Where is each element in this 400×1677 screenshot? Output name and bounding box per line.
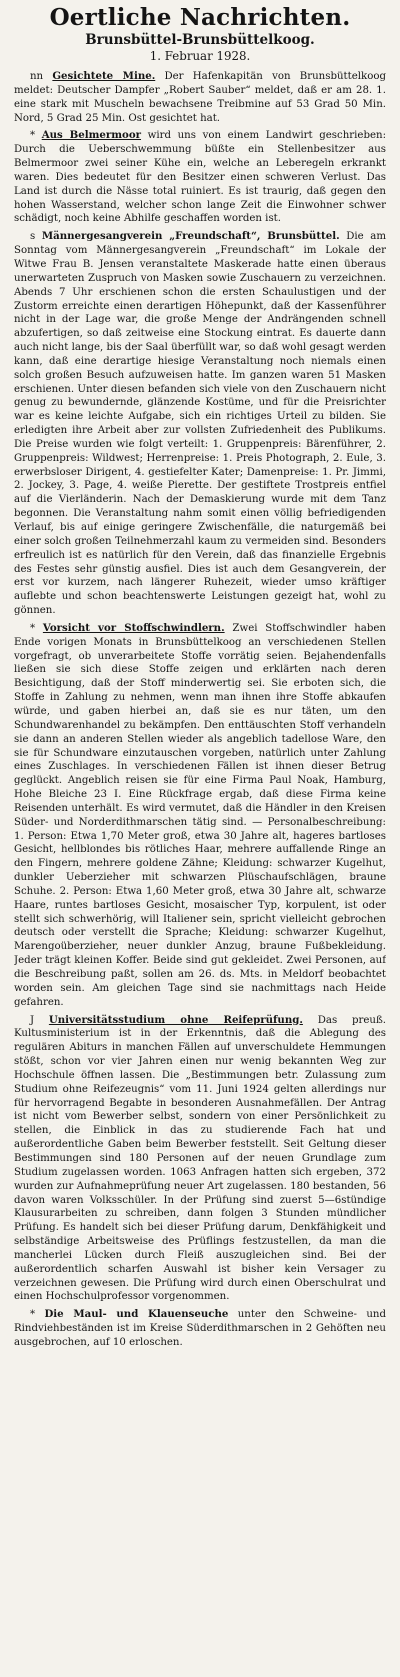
article-text: Der Hafenkapitän von Brunsbüttelkoog meldet: Deutscher Dampfer „Robert Sauber“ meldet, daß er am 28. 1. eine stark mit Muscheln bewachsene Treibmine auf 53 Grad 50 Min. Nord, 5 Grad 25 Min. Ost gesichtet hat.	[14, 71, 386, 124]
article-marker: nn	[30, 71, 44, 82]
article-mine	[14, 70, 386, 125]
article-marker: *	[30, 130, 36, 142]
newspaper-page	[14, 4, 386, 1669]
article-marker: s	[30, 231, 36, 243]
article-marker: *	[30, 1309, 36, 1321]
article-universitaet	[14, 1014, 386, 1305]
article-heading: Männergesangverein „Freundschaft“, Brunsbüttel.	[41, 230, 340, 243]
article-text: Zwei Stoffschwindler haben Ende vorigen Monats in Brunsbüttelkoog an verschiedenen Stellen vorgefragt, ob unverarbeitete Stoffe vorrätig seien. Bejahendenfalls ließen sie sich diese Stoffe zeigen und erklärten nach deren Besichtigung, daß der Stoff minderwertig sei. Sie erboten sich, die Stoffe in Zahlung zu nehmen, wenn man ihnen ihre Stoffe abkaufen würde, und gaben hierbei an, daß sie es nur täten, um den Schundwarenhandel zu bekämpfen. Den enttäuschten Stoff verhandeln sie dann an anderen Stellen wieder als angeblich tadellose Ware, den sie für Schundware einzutauschen vorgeben, natürlich unter Zahlung eines Zuschlages. In verschiedenen Fällen ist ihnen dieser Betrug geglückt. Angeblich reisen sie für eine Firma Paul Noak, Hamburg, Hohe Bleiche 23 I. Eine Rückfrage ergab, daß diese Firma keine Reisenden unterhält. Es wird vermutet, daß die Händler in den Kreisen Süder- und Norderdithmarschen tätig sind. — Personalbeschreibung: 1. Person: Etwa 1,70 Meter groß, etwa 30 Jahre alt, hageres bartloses Gesicht, hellblondes bis rötliches Haar, mehrere auffallende Ringe an den Fingern, mehrere goldene Zähne; Kleidung: schwarzer Kugelhut, dunkler Ueberzieher mit schwarzen Plüschaufschlägen, braune Schuhe. 2. Person: Etwa 1,60 Meter groß, etwa 30 Jahre alt, schwarze Haare, runtes bartloses Gesicht, mosaischer Typ, korpulent, ist oder stellt sich schwerhörig, will Italiener sein, spricht vielleicht gebrochen deutsch oder verstellt die Sprache; Kleidung: schwarzer Kugelhut, Marengoüberzieher, neuer dunkler Anzug, braune Fußbekleidung. Jeder trägt kleinen Koffer. Beide sind gut gekleidet. Zwei Personen, auf die Beschreibung paßt, sollen am 26. ds. Mts. in Meldorf beobachtet worden sein. Am gleichen Tage sind sie nachmittags nach Heide gefahren.	[14, 622, 386, 1008]
masthead	[14, 4, 386, 64]
article-marker: J	[30, 1014, 35, 1026]
article-heading: Vorsicht vor Stoffschwindlern.	[42, 621, 225, 634]
article-heading: Aus Belmermoor	[41, 129, 142, 142]
section-place: Brunsbüttel-Brunsbüttelkoog.	[85, 32, 315, 48]
article-text: Das preuß. Kultusministerium ist in der Erkenntnis, daß die Ablegung des regulären Abiturs in manchen Fällen auf unverschuldete Hemmungen stößt, schon vor vier Jahren einen nur wenig bekannten Weg zur Hochschule öffnen lassen. Die „Bestimmungen betr. Zulassung zum Studium ohne Reifezeugnis“ vom 11. Juni 1924 gelten allerdings nur für hervorragend Begabte in besonderen Ausnahmefällen. Der Antrag ist nicht vom Bewerber selbst, sondern von einer Persönlichkeit zu stellen, die Einblick in das zu studierende Fach hat und außerordentliche Gaben beim Bewerber feststellt. Seit Geltung dieser Bestimmungen sind 180 Personen auf der neuen Grundlage zum Studium zugelassen worden. 1063 Anfragen hatten sich ergeben, 372 wurden zur Aufnahmeprüfung neuer Art zugelassen. 180 bestanden, 56 davon waren Volksschüler. In der Prüfung sind zuerst 5—6stündige Klausurarbeiten zu schreiben, dann folgen 3 Stunden mündlicher Prüfung. Es handelt sich bei dieser Prüfung darum, Denkfähigkeit und selbständige Arbeitsweise des Prüflings festzustellen, da man die mancherlei Lücken durch Fleiß auszugleichen sind. Bei der außerordentlich scharfen Auswahl ist bisher kein Versager zu verzeichnen gewesen. Die Prüfung wird durch einen Oberschulrat und einen Hochschulprofessor vorgenommen.	[14, 1014, 386, 1303]
article-heading: Universitätsstudium ohne Reifeprüfung.	[48, 1013, 303, 1026]
article-heading: Die Maul- und Klauenseuche	[44, 1308, 229, 1321]
article-text: unter den Schweine- und Rindviehbeständen ist im Kreise Süderdithmarschen in 2 Gehöften neu ausgebrochen, auf 10 erloschen.	[14, 1309, 386, 1348]
article-heading: Gesichtete Mine.	[52, 70, 156, 82]
article-stoffschwindler	[14, 622, 386, 1010]
article-belmermoor	[14, 129, 386, 226]
section-title: Oertliche Nachrichten.	[49, 4, 351, 31]
article-marker: *	[30, 622, 36, 634]
article-text: Die am Sonntag vom Männergesangverein „Freundschaft“ im Lokale der Witwe Frau B. Jensen veranstaltete Maskerade hatte einen überaus unerwarteten Zuspruch von Masken sowie Zuschauern zu verzeichnen. Abends 7 Uhr erschienen schon die ersten Schaulustigen und der Zustorm erreichte einen derartigen Höhepunkt, daß der Kassenführer nicht in der Lage war, die große Menge der Andrängenden schnell abzufertigen, so daß zeitweise eine Stockung eintrat. Es dauerte dann auch nicht lange, bis der Saal überfüllt war, so daß wohl gesagt werden kann, daß eine derartige hiesige Veranstaltung noch niemals einen solch großen Besuch aufzuweisen hatte. Im ganzen waren 51 Masken erschienen. Unter diesen befanden sich viele von den Zuschauern nicht genug zu bewundernde, glänzende Kostüme, und für die Preisrichter war es keine leichte Aufgabe, sich ein richtiges Urteil zu bilden. Sie erledigten ihre Arbeit aber zur vollsten Zufriedenheit des Publikums. Die Preise wurden wie folgt verteilt: 1. Gruppenpreis: Bärenführer, 2. Gruppenpreis: Wildwest; Herrenpreise: 1. Preis Photograph, 2. Eule, 3. erwerbsloser Dirigent, 4. gestiefelter Kater; Damenpreise: 1. Pr. Jimmi, 2. Jockey, 3. Page, 4. weiße Pierette. Der gestiftete Trostpreis entfiel auf die Vierländerin. Nach der Demaskierung wurde mit dem Tanz begonnen. Die Veranstaltung nahm somit einen völlig befriedigenden Verlauf, bis auf einige geringere Zwischenfälle, die naturgemäß bei einer solch großen Teilnehmerzahl kaum zu vermeiden sind. Besonders erfreulich ist es natürlich für den Verein, daß das finanzielle Ergebnis des Festes sehr günstig ausfiel. Dies ist auch dem Gesangverein, der erst vor kurzem, nach längerer Ruhezeit, wieder umso kräftiger auflebte und schon beachtenswerte Leistungen gezeigt hat, wohl zu gönnen.	[14, 231, 386, 617]
article-text: wird uns von einem Landwirt geschrieben: Durch die Ueberschwemmung büßte ein Stellenbesitzer aus Belmermoor zwei seiner Kühe ein, welche an Leberegeln erkrankt waren. Dies bedeutet für den Besitzer einen schweren Verlust. Das Land ist durch die Nässe total ruiniert. Es ist traurig, daß gegen den hohen Wasserstand, welcher schon lange Zeit die Einwohner schwer schädigt, noch keine Abhilfe geschaffen worden ist.	[14, 130, 386, 225]
article-gesangverein	[14, 230, 386, 618]
article-seuche	[14, 1308, 386, 1350]
section-date: 1. Februar 1928.	[149, 49, 251, 63]
